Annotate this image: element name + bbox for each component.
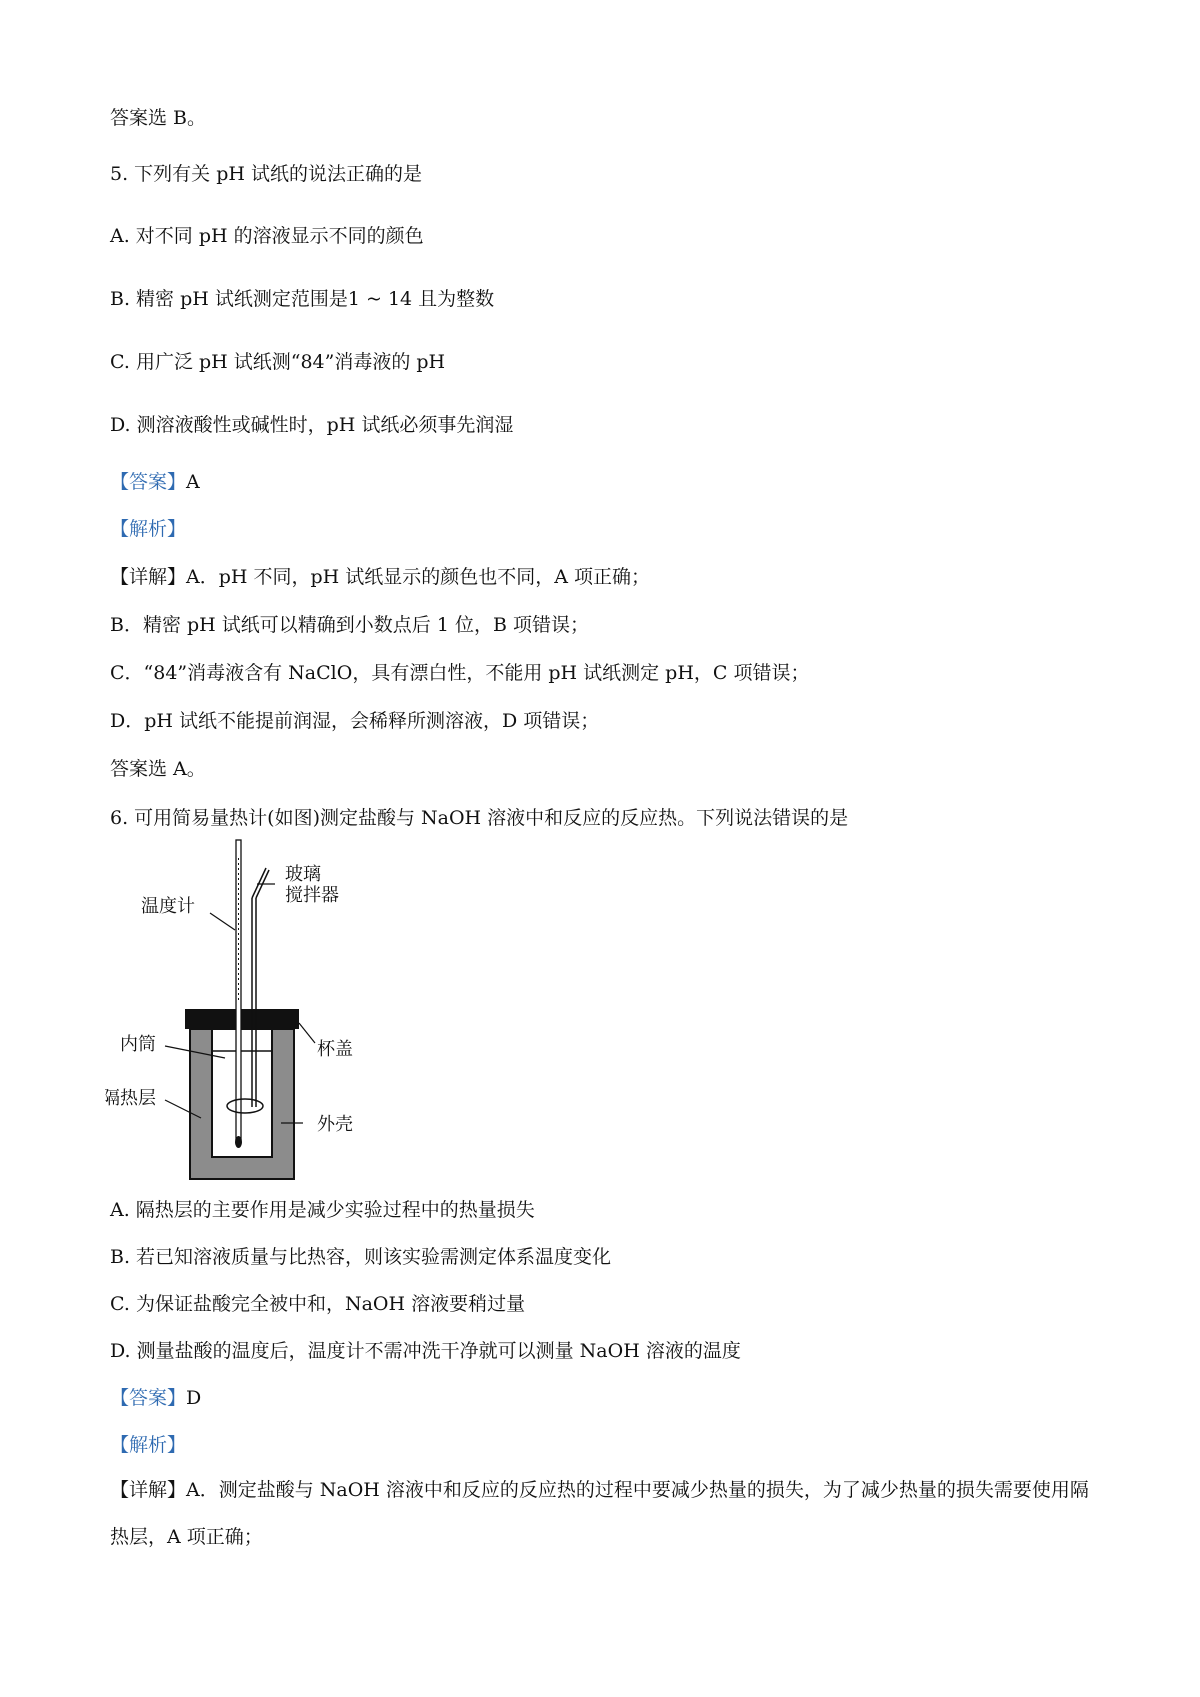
glass-stirrer-top: [252, 868, 266, 898]
question-5-answer: [110, 468, 1100, 496]
question-6-answer: [110, 1384, 1100, 1412]
question-5-detail-3: C．“84”消毒液含有 NaClO，具有漂白性，不能用 pH 试纸测定 pH，C 项错误；: [110, 662, 810, 684]
question-6-option-c: C. 为保证盐酸完全被中和，NaOH 溶液要稍过量: [110, 1293, 526, 1315]
question-5-detail-4: D．pH 试纸不能提前润湿，会稀释所测溶液，D 项错误；: [110, 710, 600, 732]
question-6-analysis-tag: 【解析】: [110, 1434, 187, 1456]
question-5-detail-2: B．精密 pH 试纸可以精确到小数点后 1 位，B 项错误；: [110, 614, 589, 636]
answer-tag: 【答案】: [110, 471, 187, 493]
thermometer-bulb: [235, 1136, 242, 1148]
calorimeter-svg: [105, 838, 365, 1188]
answer-value: A: [186, 471, 200, 493]
question-6-stem: 6. 可用简易量热计(如图)测定盐酸与 NaOH 溶液中和反应的反应热。下列说法错误的是: [110, 807, 849, 829]
question-5-analysis-tag: 【解析】: [110, 518, 187, 540]
leader-thermometer: [210, 913, 235, 930]
answer-line-prev: 答案选 B。: [110, 107, 207, 129]
question-5-option-b: B. 精密 pH 试纸测定范围是1 ~ 14 且为整数: [110, 288, 495, 310]
label-glass-2: 搅拌器: [285, 885, 339, 906]
label-lid: 杯盖: [317, 1039, 353, 1060]
label-glass-1: 玻璃: [285, 864, 321, 885]
leader-lid: [299, 1023, 315, 1043]
answer-value: D: [186, 1387, 202, 1409]
question-5-stem: 5. 下列有关 pH 试纸的说法正确的是: [110, 163, 422, 185]
label-outer-shell: 外壳: [317, 1114, 353, 1135]
question-6-detail-1: 【详解】A．测定盐酸与 NaOH 溶液中和反应的反应热的过程中要减少热量的损失，为了减少热量的损失需要使用隔热层，A 项正确；: [110, 1479, 1089, 1548]
label-inner-cup: 内筒: [120, 1034, 156, 1055]
question-5-option-d: D. 测溶液酸性或碱性时，pH 试纸必须事先润湿: [110, 414, 514, 436]
question-6-option-b: B. 若已知溶液质量与比热容，则该实验需测定体系温度变化: [110, 1246, 612, 1268]
calorimeter-diagram: [105, 838, 365, 1188]
inner-cup-shape: [212, 1029, 272, 1157]
answer-tag: 【答案】: [110, 1387, 187, 1409]
question-5-conclusion: 答案选 A。: [110, 758, 206, 780]
label-thermometer: 温度计: [141, 896, 195, 917]
question-5-option-a: A. 对不同 pH 的溶液显示不同的颜色: [110, 225, 424, 247]
question-5-detail-1: 【详解】A．pH 不同，pH 试纸显示的颜色也不同，A 项正确；: [110, 566, 651, 588]
question-5-option-c: C. 用广泛 pH 试纸测“84”消毒液的 pH: [110, 351, 446, 373]
question-6-option-a: A. 隔热层的主要作用是减少实验过程中的热量损失: [110, 1199, 535, 1221]
lid-shape: [185, 1009, 299, 1029]
question-6-option-d: D. 测量盐酸的温度后，温度计不需冲洗干净就可以测量 NaOH 溶液的温度: [110, 1340, 741, 1362]
label-insulation: 隔热层: [105, 1088, 156, 1109]
